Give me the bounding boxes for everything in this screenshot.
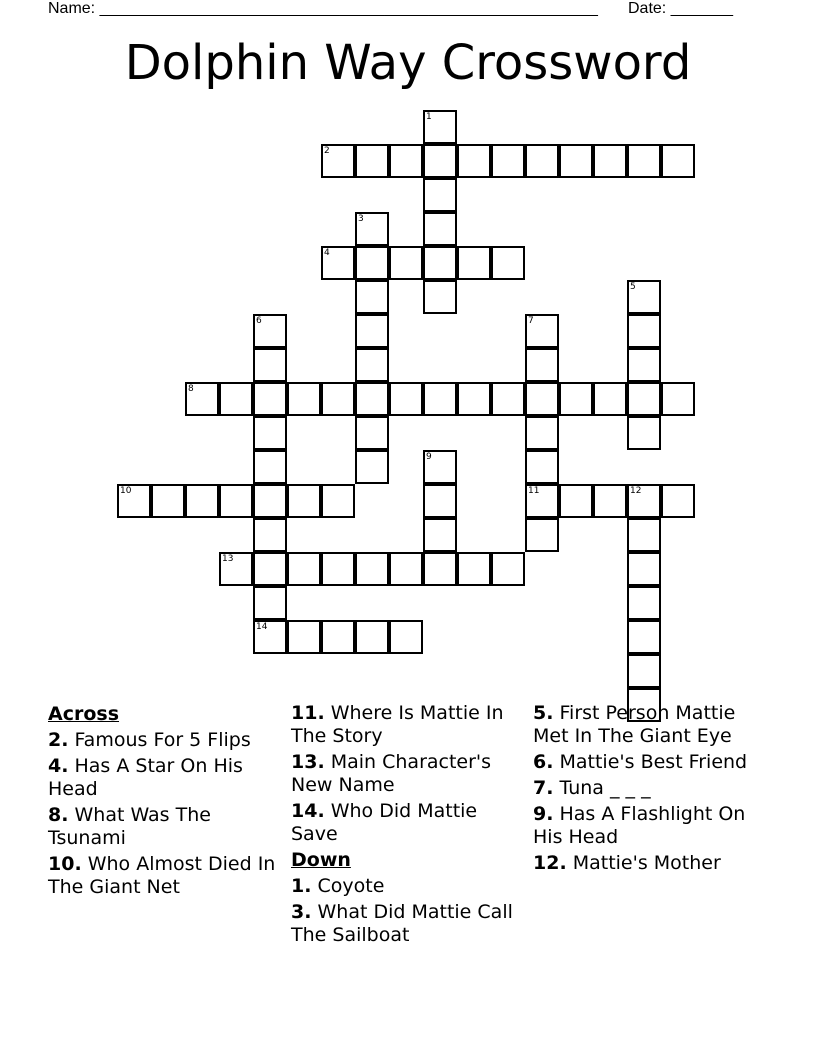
cell-number: 1: [426, 112, 432, 122]
cell-number: 3: [358, 214, 364, 224]
grid-cell[interactable]: [389, 246, 423, 280]
grid-cell[interactable]: [321, 144, 355, 178]
cell-number: 10: [120, 486, 132, 496]
date-field[interactable]: Date: _______: [628, 0, 733, 17]
grid-cell[interactable]: [253, 552, 287, 586]
clue-text: Mattie's Best Friend: [559, 751, 748, 773]
clue-number: 2.: [48, 729, 69, 751]
clue-text: Has A Star On His Head: [48, 755, 243, 800]
grid-cell[interactable]: [627, 416, 661, 450]
grid-cell[interactable]: [253, 484, 287, 518]
down-clue-3: [291, 901, 526, 947]
grid-cell[interactable]: [253, 416, 287, 450]
grid-cell[interactable]: [389, 382, 423, 416]
grid-cell[interactable]: [593, 484, 627, 518]
clues-column-3: [533, 702, 768, 878]
grid-cell[interactable]: [423, 110, 457, 144]
grid-cell[interactable]: [627, 654, 661, 688]
clues-column-1: [48, 702, 283, 902]
grid-cell[interactable]: [559, 144, 593, 178]
cell-number: 4: [324, 248, 330, 258]
cell-number: 14: [256, 622, 268, 632]
grid-cell[interactable]: [253, 586, 287, 620]
grid-cell[interactable]: [457, 246, 491, 280]
grid-cell[interactable]: [423, 382, 457, 416]
grid-cell[interactable]: [423, 552, 457, 586]
grid-cell[interactable]: [355, 246, 389, 280]
grid-cell[interactable]: [253, 348, 287, 382]
grid-cell[interactable]: [491, 144, 525, 178]
cell-number: 13: [222, 554, 234, 564]
down-clue-7: [533, 777, 768, 800]
grid-cell[interactable]: [389, 620, 423, 654]
cell-number: 12: [630, 486, 642, 496]
clue-number: 10.: [48, 853, 82, 875]
grid-cell[interactable]: [355, 348, 389, 382]
clue-text: Who Almost Died In The Giant Net: [48, 853, 276, 898]
grid-cell[interactable]: [525, 314, 559, 348]
clues-column-2: [291, 702, 526, 950]
grid-cell[interactable]: [389, 144, 423, 178]
clue-number: 4.: [48, 755, 69, 777]
clue-text: Mattie's Mother: [572, 852, 721, 874]
grid-cell[interactable]: [423, 178, 457, 212]
clue-text: Coyote: [317, 875, 385, 897]
clue-text: Main Character's New Name: [291, 751, 492, 796]
grid-cell[interactable]: [627, 484, 661, 518]
grid-cell[interactable]: [355, 144, 389, 178]
grid-cell[interactable]: [185, 484, 219, 518]
grid-cell[interactable]: [253, 382, 287, 416]
grid-cell[interactable]: [355, 212, 389, 246]
grid-cell[interactable]: [627, 280, 661, 314]
clue-number: 14.: [291, 800, 325, 822]
cell-number: 6: [256, 316, 262, 326]
cell-number: 9: [426, 452, 432, 462]
clue-number: 12.: [533, 852, 567, 874]
clue-text: What Did Mattie Call The Sailboat: [291, 901, 513, 946]
clue-number: 5.: [533, 702, 554, 724]
grid-cell[interactable]: [287, 620, 321, 654]
grid-cell[interactable]: [151, 484, 185, 518]
grid-cell[interactable]: [457, 144, 491, 178]
cell-number: 8: [188, 384, 194, 394]
across-clue-10: [48, 853, 283, 899]
grid-cell[interactable]: [525, 348, 559, 382]
grid-cell[interactable]: [321, 620, 355, 654]
clue-text: First Person Mattie Met In The Giant Eye: [533, 702, 736, 747]
across-clue-2: [48, 729, 283, 752]
cell-number: 5: [630, 282, 636, 292]
grid-cell[interactable]: [457, 552, 491, 586]
grid-cell[interactable]: [355, 382, 389, 416]
down-clue-12: [533, 852, 768, 875]
grid-cell[interactable]: [661, 382, 695, 416]
grid-cell[interactable]: [525, 518, 559, 552]
grid-cell[interactable]: [491, 382, 525, 416]
page-title: Dolphin Way Crossword: [124, 35, 692, 91]
across-clue-11: [291, 702, 526, 748]
grid-cell[interactable]: [491, 552, 525, 586]
grid-cell[interactable]: [253, 518, 287, 552]
grid-cell[interactable]: [525, 450, 559, 484]
grid-cell[interactable]: [627, 382, 661, 416]
grid-cell[interactable]: [661, 144, 695, 178]
grid-cell[interactable]: [253, 314, 287, 348]
grid-cell[interactable]: [321, 382, 355, 416]
clue-number: 7.: [533, 777, 554, 799]
down-clue-5: [533, 702, 768, 748]
grid-cell[interactable]: [219, 382, 253, 416]
clue-text: Has A Flashlight On His Head: [533, 803, 746, 848]
down-heading: Down: [291, 849, 351, 871]
grid-cell[interactable]: [559, 484, 593, 518]
grid-cell[interactable]: [627, 144, 661, 178]
grid-cell[interactable]: [525, 144, 559, 178]
grid-cell[interactable]: [117, 484, 151, 518]
down-clue-6: [533, 751, 768, 774]
clue-number: 13.: [291, 751, 325, 773]
grid-cell[interactable]: [423, 518, 457, 552]
grid-cell[interactable]: [287, 552, 321, 586]
grid-cell[interactable]: [457, 382, 491, 416]
grid-cell[interactable]: [253, 450, 287, 484]
grid-cell[interactable]: [355, 280, 389, 314]
clue-text: Who Did Mattie Save: [291, 800, 478, 845]
across-clue-13: [291, 751, 526, 797]
grid-cell[interactable]: [593, 144, 627, 178]
clue-text: What Was The Tsunami: [48, 804, 211, 849]
grid-cell[interactable]: [355, 620, 389, 654]
down-clue-1: [291, 875, 526, 898]
grid-cell[interactable]: [423, 246, 457, 280]
grid-cell[interactable]: [321, 484, 355, 518]
grid-cell[interactable]: [321, 552, 355, 586]
across-clue-14: [291, 800, 526, 846]
grid-cell[interactable]: [491, 246, 525, 280]
grid-cell[interactable]: [525, 484, 559, 518]
grid-cell[interactable]: [219, 484, 253, 518]
clue-text: Famous For 5 Flips: [74, 729, 251, 751]
grid-cell[interactable]: [627, 348, 661, 382]
across-clue-8: [48, 804, 283, 850]
clue-number: 9.: [533, 803, 554, 825]
cell-number: 2: [324, 146, 330, 156]
clue-number: 1.: [291, 875, 312, 897]
grid-cell[interactable]: [627, 620, 661, 654]
grid-cell[interactable]: [389, 552, 423, 586]
grid-cell[interactable]: [423, 484, 457, 518]
grid-cell[interactable]: [627, 518, 661, 552]
grid-cell[interactable]: [627, 586, 661, 620]
grid-cell[interactable]: [355, 314, 389, 348]
grid-cell[interactable]: [423, 144, 457, 178]
down-clue-9: [533, 803, 768, 849]
grid-cell[interactable]: [423, 280, 457, 314]
grid-cell[interactable]: [355, 450, 389, 484]
grid-cell[interactable]: [423, 212, 457, 246]
grid-cell[interactable]: [423, 450, 457, 484]
grid-cell[interactable]: [661, 484, 695, 518]
grid-cell[interactable]: [525, 382, 559, 416]
grid-cell[interactable]: [321, 246, 355, 280]
clue-text: Tuna _ _ _: [559, 777, 651, 799]
grid-cell[interactable]: [355, 416, 389, 450]
grid-cell[interactable]: [219, 552, 253, 586]
clue-number: 3.: [291, 901, 312, 923]
clue-text: Where Is Mattie In The Story: [291, 702, 504, 747]
grid-cell[interactable]: [185, 382, 219, 416]
grid-cell[interactable]: [627, 552, 661, 586]
name-field[interactable]: Name: ________________________________________________________: [48, 0, 598, 17]
clue-number: 6.: [533, 751, 554, 773]
grid-cell[interactable]: [559, 382, 593, 416]
grid-cell[interactable]: [627, 314, 661, 348]
across-clue-4: [48, 755, 283, 801]
clue-number: 8.: [48, 804, 69, 826]
across-heading: Across: [48, 703, 120, 725]
grid-cell[interactable]: [287, 484, 321, 518]
grid-cell[interactable]: [355, 552, 389, 586]
cell-number: 7: [528, 316, 534, 326]
clue-number: 11.: [291, 702, 325, 724]
cell-number: 11: [528, 486, 540, 496]
grid-cell[interactable]: [593, 382, 627, 416]
grid-cell[interactable]: [525, 416, 559, 450]
grid-cell[interactable]: [287, 382, 321, 416]
grid-cell[interactable]: [253, 620, 287, 654]
